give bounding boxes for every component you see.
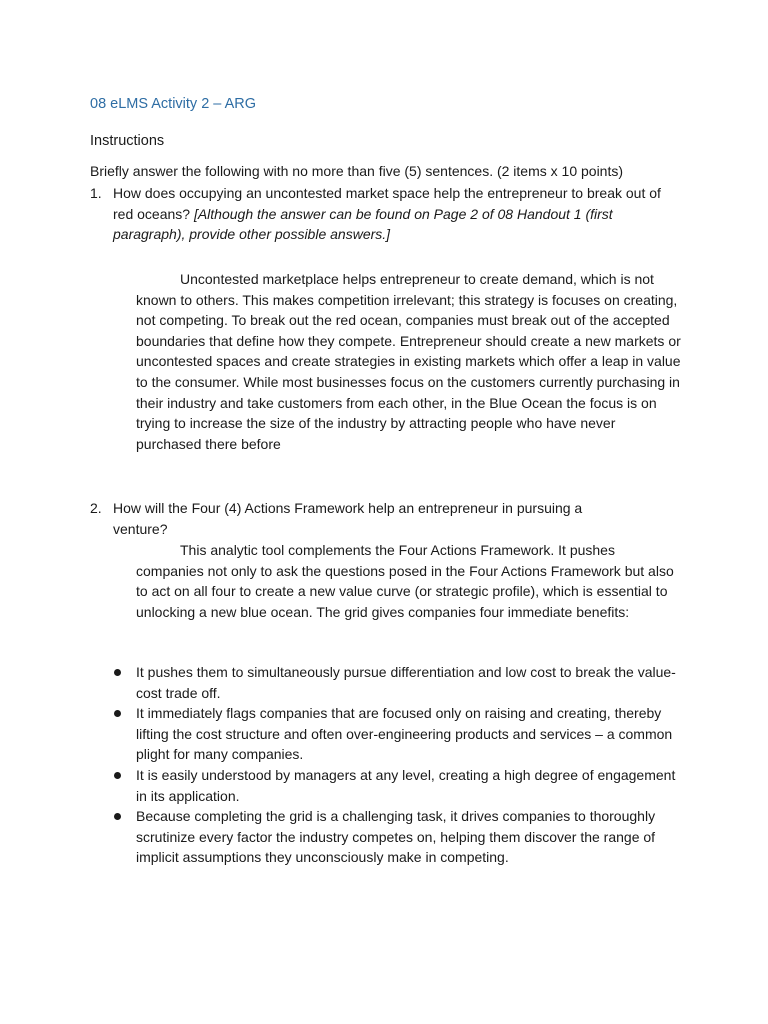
- list-item: It immediately flags companies that are focused only on raising and creating, thereby lifting the cost structure and often over-engineering products and services – a common plight for many companies.: [112, 703, 687, 765]
- answer-1-text: Uncontested marketplace helps entrepreneur to create demand, which is not known to others. This makes competition irrelevant; this strategy is focuses on creating, not competing. To break out the red ocean, companies must break out of the accepted boundaries that define how they compete. Entrepreneur should create a new markets or uncontested spaces and create strategies in existing markets which offer a leap in value to the consumer. While most businesses focus on the customers currently purchasing in their industry and take customers from each other, in the Blue Ocean the focus is on trying to increase the size of the industry by attracting people who have never purchased there before: [136, 271, 681, 452]
- bullet-icon: [114, 669, 121, 676]
- instructions-heading: Instructions: [90, 133, 165, 149]
- question-1-text: How does occupying an uncontested market space help the entrepreneur to break out of red oceans?: [113, 185, 661, 222]
- question-2-text: How will the Four (4) Actions Framework help an entrepreneur in pursuing a venture?: [113, 500, 583, 537]
- list-item: It pushes them to simultaneously pursue differentiation and low cost to break the value-cost trade off.: [112, 662, 687, 703]
- bullet-icon: [114, 710, 121, 717]
- question-1-number: 1.: [90, 185, 102, 201]
- instructions-lead: Briefly answer the following with no more than five (5) sentences. (2 items x 10 points): [90, 163, 624, 179]
- answer-1: [136, 269, 681, 454]
- bullet-icon: [114, 813, 121, 820]
- question-2-number: 2.: [90, 500, 102, 516]
- question-1: [113, 183, 673, 245]
- benefits-list: [112, 662, 687, 868]
- bullet-icon: [114, 772, 121, 779]
- question-1-note: [Although the answer can be found on Page 2 of 08 Handout 1 (first paragraph), provide other possible answers.]: [113, 205, 613, 243]
- list-item: Because completing the grid is a challenging task, it drives companies to thoroughly scrutinize every factor the industry competes on, helping them discover the range of implicit assumptions they unconsciously make in competing.: [112, 806, 687, 868]
- answer-2: [136, 540, 676, 622]
- list-item: It is easily understood by managers at any level, creating a high degree of engagement in its application.: [112, 765, 687, 806]
- answer-2-text: This analytic tool complements the Four Actions Framework. It pushes companies not only to ask the questions posed in the Four Actions Framework but also to act on all four to create a new value curve (or strategic profile), which is essential to unlocking a new blue ocean. The grid gives companies four immediate benefits:: [136, 542, 674, 620]
- document-title: 08 eLMS Activity 2 – ARG: [90, 96, 257, 112]
